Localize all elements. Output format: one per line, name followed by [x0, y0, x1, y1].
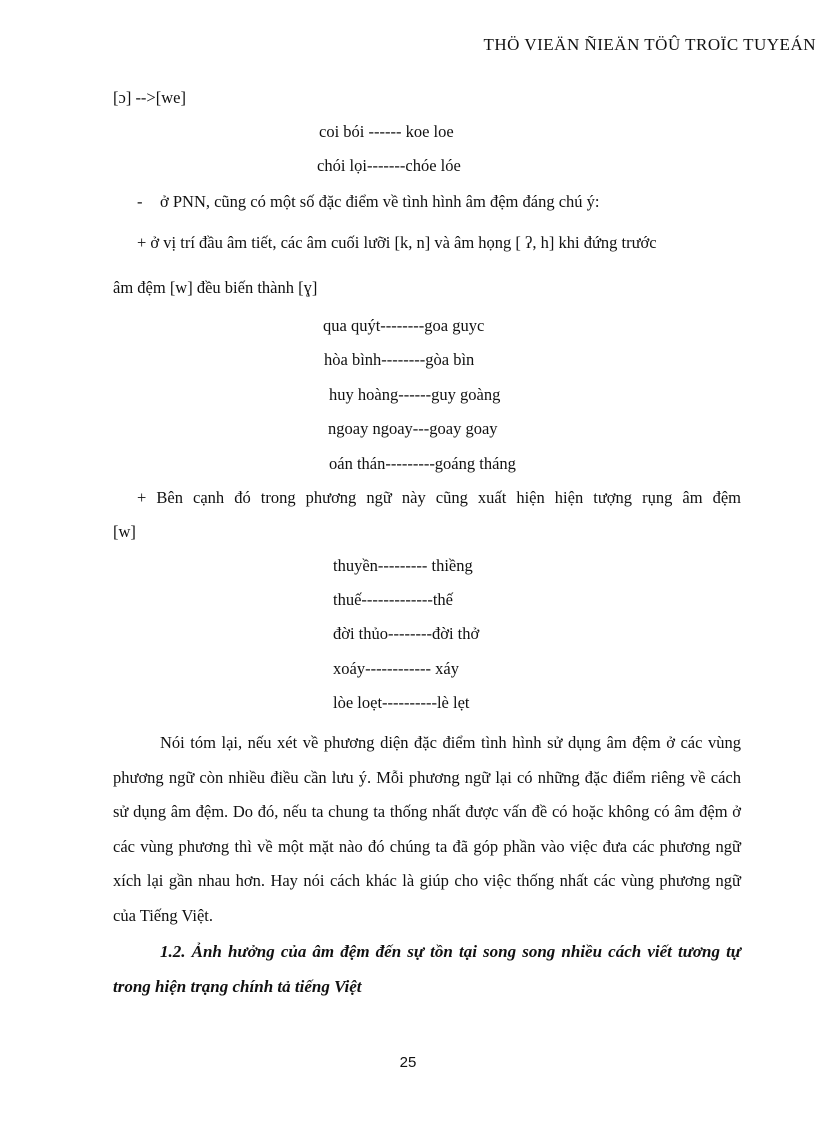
example-line: coi bói ------ koe loe	[319, 122, 454, 141]
example-line: oán thán---------goáng tháng	[329, 454, 516, 473]
plus-line: + Bên cạnh đó trong phương ngữ này cũng xuất hiện hiện tượng rụng âm đệm	[137, 488, 741, 507]
example-line: xoáy------------ xáy	[333, 659, 459, 678]
plus-line-continued: [w]	[113, 522, 136, 541]
summary-paragraph: Nói tóm lại, nếu xét về phương diện đặc điểm tình hình sử dụng âm đệm ở các vùng phương ngữ còn nhiều điều cần lưu ý. Mỗi phương ngữ lại có những đặc điểm riêng về cách sử dụng âm đệm. Do đó, nếu ta chung ta thống nhất được vấn đề có hoặc không có âm đệm ở các vùng phương thì về một mặt nào đó chúng ta đã góp phần vào việc đưa các phương ngữ xích lại gần nhau hơn. Hay nói cách khác là giúp cho việc thống nhất các vùng phương ngữ của Tiếng Việt.	[113, 733, 741, 925]
example-line: hòa bình--------gòa bìn	[324, 350, 475, 369]
page-number: 25	[399, 1054, 417, 1071]
page-header: THÖ VIEÄN ÑIEÄN TÖÛ TROÏC TUYEÁN	[483, 35, 816, 54]
rule-line: [ɔ] -->[we]	[113, 88, 186, 107]
example-line: thuế-------------thế	[333, 590, 453, 609]
example-line: đời thủo--------đời thở	[333, 624, 480, 643]
plus-line-continued: âm đệm [w] đều biến thành [ɣ]	[113, 278, 318, 297]
example-line: thuyền--------- thiềng	[333, 556, 473, 575]
section-heading: 1.2. Ảnh hưởng của âm đệm đến sự tồn tại song song nhiều cách viết tương tự trong hiện trạng chính tả tiếng Việt	[113, 942, 741, 996]
example-line: lòe loẹt----------lè lẹt	[333, 693, 470, 712]
example-line: qua quýt--------goa guyc	[323, 316, 485, 335]
plus-line: + ở vị trí đầu âm tiết, các âm cuối lưỡi [k, n] và âm họng [ ʔ, h] khi đứng trước	[137, 233, 657, 252]
example-line: chói lọi-------chóe lóe	[317, 156, 461, 175]
example-line: huy hoàng------guy goàng	[329, 385, 501, 404]
example-line: ngoay ngoay---goay goay	[328, 419, 498, 438]
bullet-text: ở PNN, cũng có một số đặc điểm về tình hình âm đệm đáng chú ý:	[160, 192, 600, 211]
bullet-dash: -	[137, 192, 143, 211]
